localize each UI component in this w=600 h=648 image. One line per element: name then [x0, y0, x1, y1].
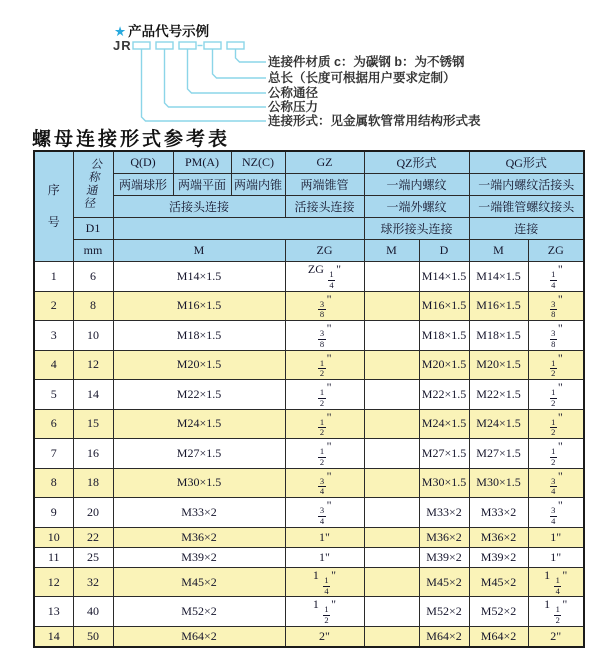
cell-qg-zg: $\frac{1}{2}$ "	[528, 380, 584, 410]
cell-seq: 4	[34, 350, 73, 380]
cell-qg-m: M30×1.5	[469, 468, 528, 498]
header-desc-pma: 两端平面	[173, 174, 231, 196]
cell-qz-m	[364, 321, 419, 351]
cell-seq: 2	[34, 291, 73, 321]
cell-mm: 25	[73, 547, 113, 567]
cell-gz-zg: $\frac{3}{8}$ "	[285, 321, 364, 351]
cell-seq: 14	[34, 626, 73, 647]
cell-qg-m: M18×1.5	[469, 321, 528, 351]
cell-qg-zg: $\frac{3}{4}$ "	[528, 498, 584, 528]
header-code-qz: QZ形式	[364, 151, 469, 174]
diagram-label-connection: 连接形式：见金属软管常用结构形式表	[268, 114, 481, 128]
cell-qz-d: M64×2	[419, 626, 469, 647]
table-header	[34, 151, 584, 262]
cell-m: M14×1.5	[113, 262, 285, 292]
cell-qz-d: M45×2	[419, 567, 469, 597]
cell-qg-m: M39×2	[469, 547, 528, 567]
leader-line	[236, 49, 267, 62]
cell-mm: 12	[73, 350, 113, 380]
cell-mm: 14	[73, 380, 113, 410]
cell-qg-m: M16×1.5	[469, 291, 528, 321]
header-union-connect: 活接头连接	[113, 196, 285, 218]
cell-mm: 32	[73, 567, 113, 597]
table-row	[34, 409, 584, 439]
cell-qz-d: M16×1.5	[419, 291, 469, 321]
cell-m: M16×1.5	[113, 291, 285, 321]
cell-qz-d: M36×2	[419, 527, 469, 547]
cell-gz-zg: $\frac{1}{2}$ "	[285, 439, 364, 469]
header-mm: mm	[73, 240, 113, 262]
cell-qz-d: M24×1.5	[419, 409, 469, 439]
cell-qg-m: M64×2	[469, 626, 528, 647]
table-row	[34, 262, 584, 292]
fraction: $\frac{1}{2}$	[319, 357, 325, 379]
cell-qg-m: M22×1.5	[469, 380, 528, 410]
fraction: $\frac{3}{4}$	[551, 505, 556, 527]
cell-qg-zg: $\frac{1}{2}$ "	[528, 439, 584, 469]
cell-qg-zg: 1"	[528, 527, 584, 547]
cell-qz-m	[364, 468, 419, 498]
cell-seq: 6	[34, 409, 73, 439]
cell-m: M52×2	[113, 597, 285, 627]
fraction: $\frac{3}{4}$	[551, 475, 556, 497]
cell-qg-zg: $\frac{1}{2}$ "	[528, 350, 584, 380]
header-connect: 连接	[469, 218, 584, 240]
header-desc-qz: 一端内螺纹	[364, 174, 469, 196]
table-row	[34, 567, 584, 597]
table-row	[34, 468, 584, 498]
cell-qg-m: M27×1.5	[469, 439, 528, 469]
header-desc2-qg: 一端锥管螺纹接头	[469, 196, 584, 218]
fraction: $\frac{1}{4}$	[329, 269, 334, 290]
diagram-label-material: 连接件材质 c：为碳钢 b：为不锈钢	[268, 55, 465, 69]
cell-qz-d: M14×1.5	[419, 262, 469, 292]
cell-mm: 50	[73, 626, 113, 647]
cell-mm: 16	[73, 439, 113, 469]
header-seq	[34, 151, 73, 262]
cell-qg-m: M24×1.5	[469, 409, 528, 439]
cell-m: M18×1.5	[113, 321, 285, 351]
fraction: $\frac{1}{2}$	[319, 446, 325, 467]
fraction: $\frac{3}{8}$	[551, 298, 556, 320]
reference-table	[33, 150, 585, 648]
cell-qz-d: M20×1.5	[419, 350, 469, 380]
cell-gz-zg: 2"	[285, 626, 364, 647]
cell-qg-m: M20×1.5	[469, 350, 528, 380]
table-title: 螺母连接形式参考表	[32, 129, 231, 150]
fraction: $\frac{1}{2}$	[555, 604, 560, 626]
cell-qz-d: M27×1.5	[419, 439, 469, 469]
fraction: $\frac{1}{2}$	[319, 387, 325, 408]
header-d1: D1	[73, 218, 113, 240]
header-code-nzc: NZ(C)	[231, 151, 285, 174]
cell-m: M33×2	[113, 498, 285, 528]
header-desc-qd: 两端球形	[113, 174, 173, 196]
header-nominal-diameter: 公 称 通 径	[73, 151, 113, 218]
cell-qg-zg: 2"	[528, 626, 584, 647]
cell-qz-d: M30×1.5	[419, 468, 469, 498]
table-row	[34, 439, 584, 469]
cell-seq: 11	[34, 547, 73, 567]
diagram-label-pressure: 公称压力	[268, 100, 319, 114]
cell-m: M22×1.5	[113, 380, 285, 410]
fraction: $\frac{1}{4}$	[324, 574, 329, 596]
fraction: $\frac{3}{8}$	[319, 328, 325, 349]
cell-gz-zg: $\frac{1}{2}$ "	[285, 350, 364, 380]
table-row	[34, 547, 584, 567]
cell-m: M45×2	[113, 567, 285, 597]
cell-m: M39×2	[113, 547, 285, 567]
cell-mm: 6	[73, 262, 113, 292]
header-code-qg: QG形式	[469, 151, 584, 174]
cell-mm: 40	[73, 597, 113, 627]
fraction: $\frac{1}{4}$	[555, 574, 560, 596]
cell-mm: 22	[73, 527, 113, 547]
cell-qz-m	[364, 547, 419, 567]
cell-qz-d: M39×2	[419, 547, 469, 567]
cell-gz-zg: 1 $\frac{1}{2}$ "	[285, 597, 364, 627]
header-sub-m1: M	[364, 240, 419, 262]
cell-gz-zg: $\frac{1}{2}$ "	[285, 409, 364, 439]
fraction: $\frac{1}{2}$	[551, 387, 556, 408]
cell-gz-zg: $\frac{3}{4}$ "	[285, 468, 364, 498]
cell-qz-d: M22×1.5	[419, 380, 469, 410]
code-box	[156, 42, 173, 49]
cell-mm: 18	[73, 468, 113, 498]
header-union-connect-gz: 活接头连接	[285, 196, 364, 218]
cell-qz-m	[364, 626, 419, 647]
cell-qg-zg: $\frac{3}{8}$ "	[528, 291, 584, 321]
table-row	[34, 291, 584, 321]
cell-qz-m	[364, 439, 419, 469]
diagram-title	[114, 20, 209, 40]
cell-qz-m	[364, 597, 419, 627]
table-row	[34, 626, 584, 647]
fraction: $\frac{3}{4}$	[319, 505, 325, 527]
cell-mm: 15	[73, 409, 113, 439]
cell-qz-d: M18×1.5	[419, 321, 469, 351]
diagram-label-diameter: 公称通径	[268, 86, 319, 100]
diagram-label-length: 总长（长度可根据用户要求定制）	[268, 71, 456, 85]
header-blank	[113, 218, 364, 240]
header-desc2-qz: 一端外螺纹	[364, 196, 469, 218]
fraction: $\frac{1}{4}$	[551, 269, 556, 290]
cell-qz-m	[364, 380, 419, 410]
cell-qg-zg: 1 $\frac{1}{4}$ "	[528, 567, 584, 597]
header-sub-m2: M	[469, 240, 528, 262]
fraction: $\frac{1}{2}$	[551, 357, 556, 379]
table-row	[34, 380, 584, 410]
diagram-title-text: 产品代号示例	[128, 24, 210, 39]
cell-mm: 10	[73, 321, 113, 351]
fraction: $\frac{3}{8}$	[551, 328, 556, 349]
cell-seq: 13	[34, 597, 73, 627]
table-row	[34, 527, 584, 547]
header-desc-nzc: 两端内锥	[231, 174, 285, 196]
cell-qg-zg: 1 $\frac{1}{2}$ "	[528, 597, 584, 627]
cell-qz-m	[364, 262, 419, 292]
cell-qz-m	[364, 409, 419, 439]
code-box	[204, 42, 221, 49]
header-m: M	[113, 240, 285, 262]
cell-qg-m: M14×1.5	[469, 262, 528, 292]
cell-seq: 8	[34, 468, 73, 498]
leader-line	[142, 49, 267, 121]
header-sub-d: D	[419, 240, 469, 262]
cell-gz-zg: 1"	[285, 527, 364, 547]
cell-seq: 7	[34, 439, 73, 469]
cell-qz-m	[364, 498, 419, 528]
header-desc-gz: 两端锥管	[285, 174, 364, 196]
cell-qz-m	[364, 567, 419, 597]
cell-qg-m: M52×2	[469, 597, 528, 627]
cell-m: M27×1.5	[113, 439, 285, 469]
fraction: $\frac{3}{4}$	[319, 475, 325, 497]
cell-qg-m: M33×2	[469, 498, 528, 528]
header-sub-zg: ZG	[285, 240, 364, 262]
cell-gz-zg: $\frac{3}{8}$ "	[285, 291, 364, 321]
cell-qz-d: M33×2	[419, 498, 469, 528]
cell-qz-m	[364, 527, 419, 547]
code-box	[227, 42, 244, 49]
code-prefix: JR	[113, 38, 132, 53]
table-row	[34, 321, 584, 351]
table-body	[34, 262, 584, 647]
cell-qg-zg: $\frac{3}{8}$ "	[528, 321, 584, 351]
cell-seq: 9	[34, 498, 73, 528]
cell-gz-zg: $\frac{1}{2}$ "	[285, 380, 364, 410]
header-seq-char: 号	[47, 214, 60, 229]
code-box	[179, 42, 196, 49]
fraction: $\frac{1}{2}$	[551, 416, 556, 438]
star-icon: ★	[114, 24, 127, 39]
cell-gz-zg: 1 $\frac{1}{4}$ "	[285, 567, 364, 597]
cell-m: M36×2	[113, 527, 285, 547]
header-code-pma: PM(A)	[173, 151, 231, 174]
code-box	[133, 42, 150, 49]
cell-gz-zg: $\frac{3}{4}$ "	[285, 498, 364, 528]
cell-seq: 3	[34, 321, 73, 351]
table-row	[34, 597, 584, 627]
cell-seq: 12	[34, 567, 73, 597]
header-sub-zg2: ZG	[528, 240, 584, 262]
cell-m: M20×1.5	[113, 350, 285, 380]
cell-m: M24×1.5	[113, 409, 285, 439]
cell-qg-zg: $\frac{1}{4}$ "	[528, 262, 584, 292]
cell-qz-m	[364, 291, 419, 321]
cell-qg-zg: 1"	[528, 547, 584, 567]
cell-seq: 5	[34, 380, 73, 410]
fraction: $\frac{1}{2}$	[324, 604, 329, 626]
cell-m: M30×1.5	[113, 468, 285, 498]
cell-qg-zg: $\frac{3}{4}$ "	[528, 468, 584, 498]
header-desc-qg: 一端内螺纹活接头	[469, 174, 584, 196]
cell-qz-d: M52×2	[419, 597, 469, 627]
leader-line	[213, 49, 267, 78]
cell-gz-zg: ZG $\frac{1}{4}$ "	[285, 262, 364, 292]
fraction: $\frac{1}{2}$	[319, 416, 325, 438]
table-row	[34, 498, 584, 528]
header-ball-connect: 球形接头连接	[364, 218, 469, 240]
fraction: $\frac{1}{2}$	[551, 446, 556, 467]
header-code-gz: GZ	[285, 151, 364, 174]
cell-qg-m: M36×2	[469, 527, 528, 547]
header-code-qd: Q(D)	[113, 151, 173, 174]
cell-qg-zg: $\frac{1}{2}$ "	[528, 409, 584, 439]
cell-qg-m: M45×2	[469, 567, 528, 597]
cell-qz-m	[364, 350, 419, 380]
cell-mm: 8	[73, 291, 113, 321]
cell-gz-zg: 1"	[285, 547, 364, 567]
fraction: $\frac{3}{8}$	[319, 298, 325, 320]
header-seq-char: 序	[47, 183, 60, 198]
cell-mm: 20	[73, 498, 113, 528]
leader-line	[188, 49, 267, 93]
cell-m: M64×2	[113, 626, 285, 647]
table-row	[34, 350, 584, 380]
cell-seq: 1	[34, 262, 73, 292]
cell-seq: 10	[34, 527, 73, 547]
